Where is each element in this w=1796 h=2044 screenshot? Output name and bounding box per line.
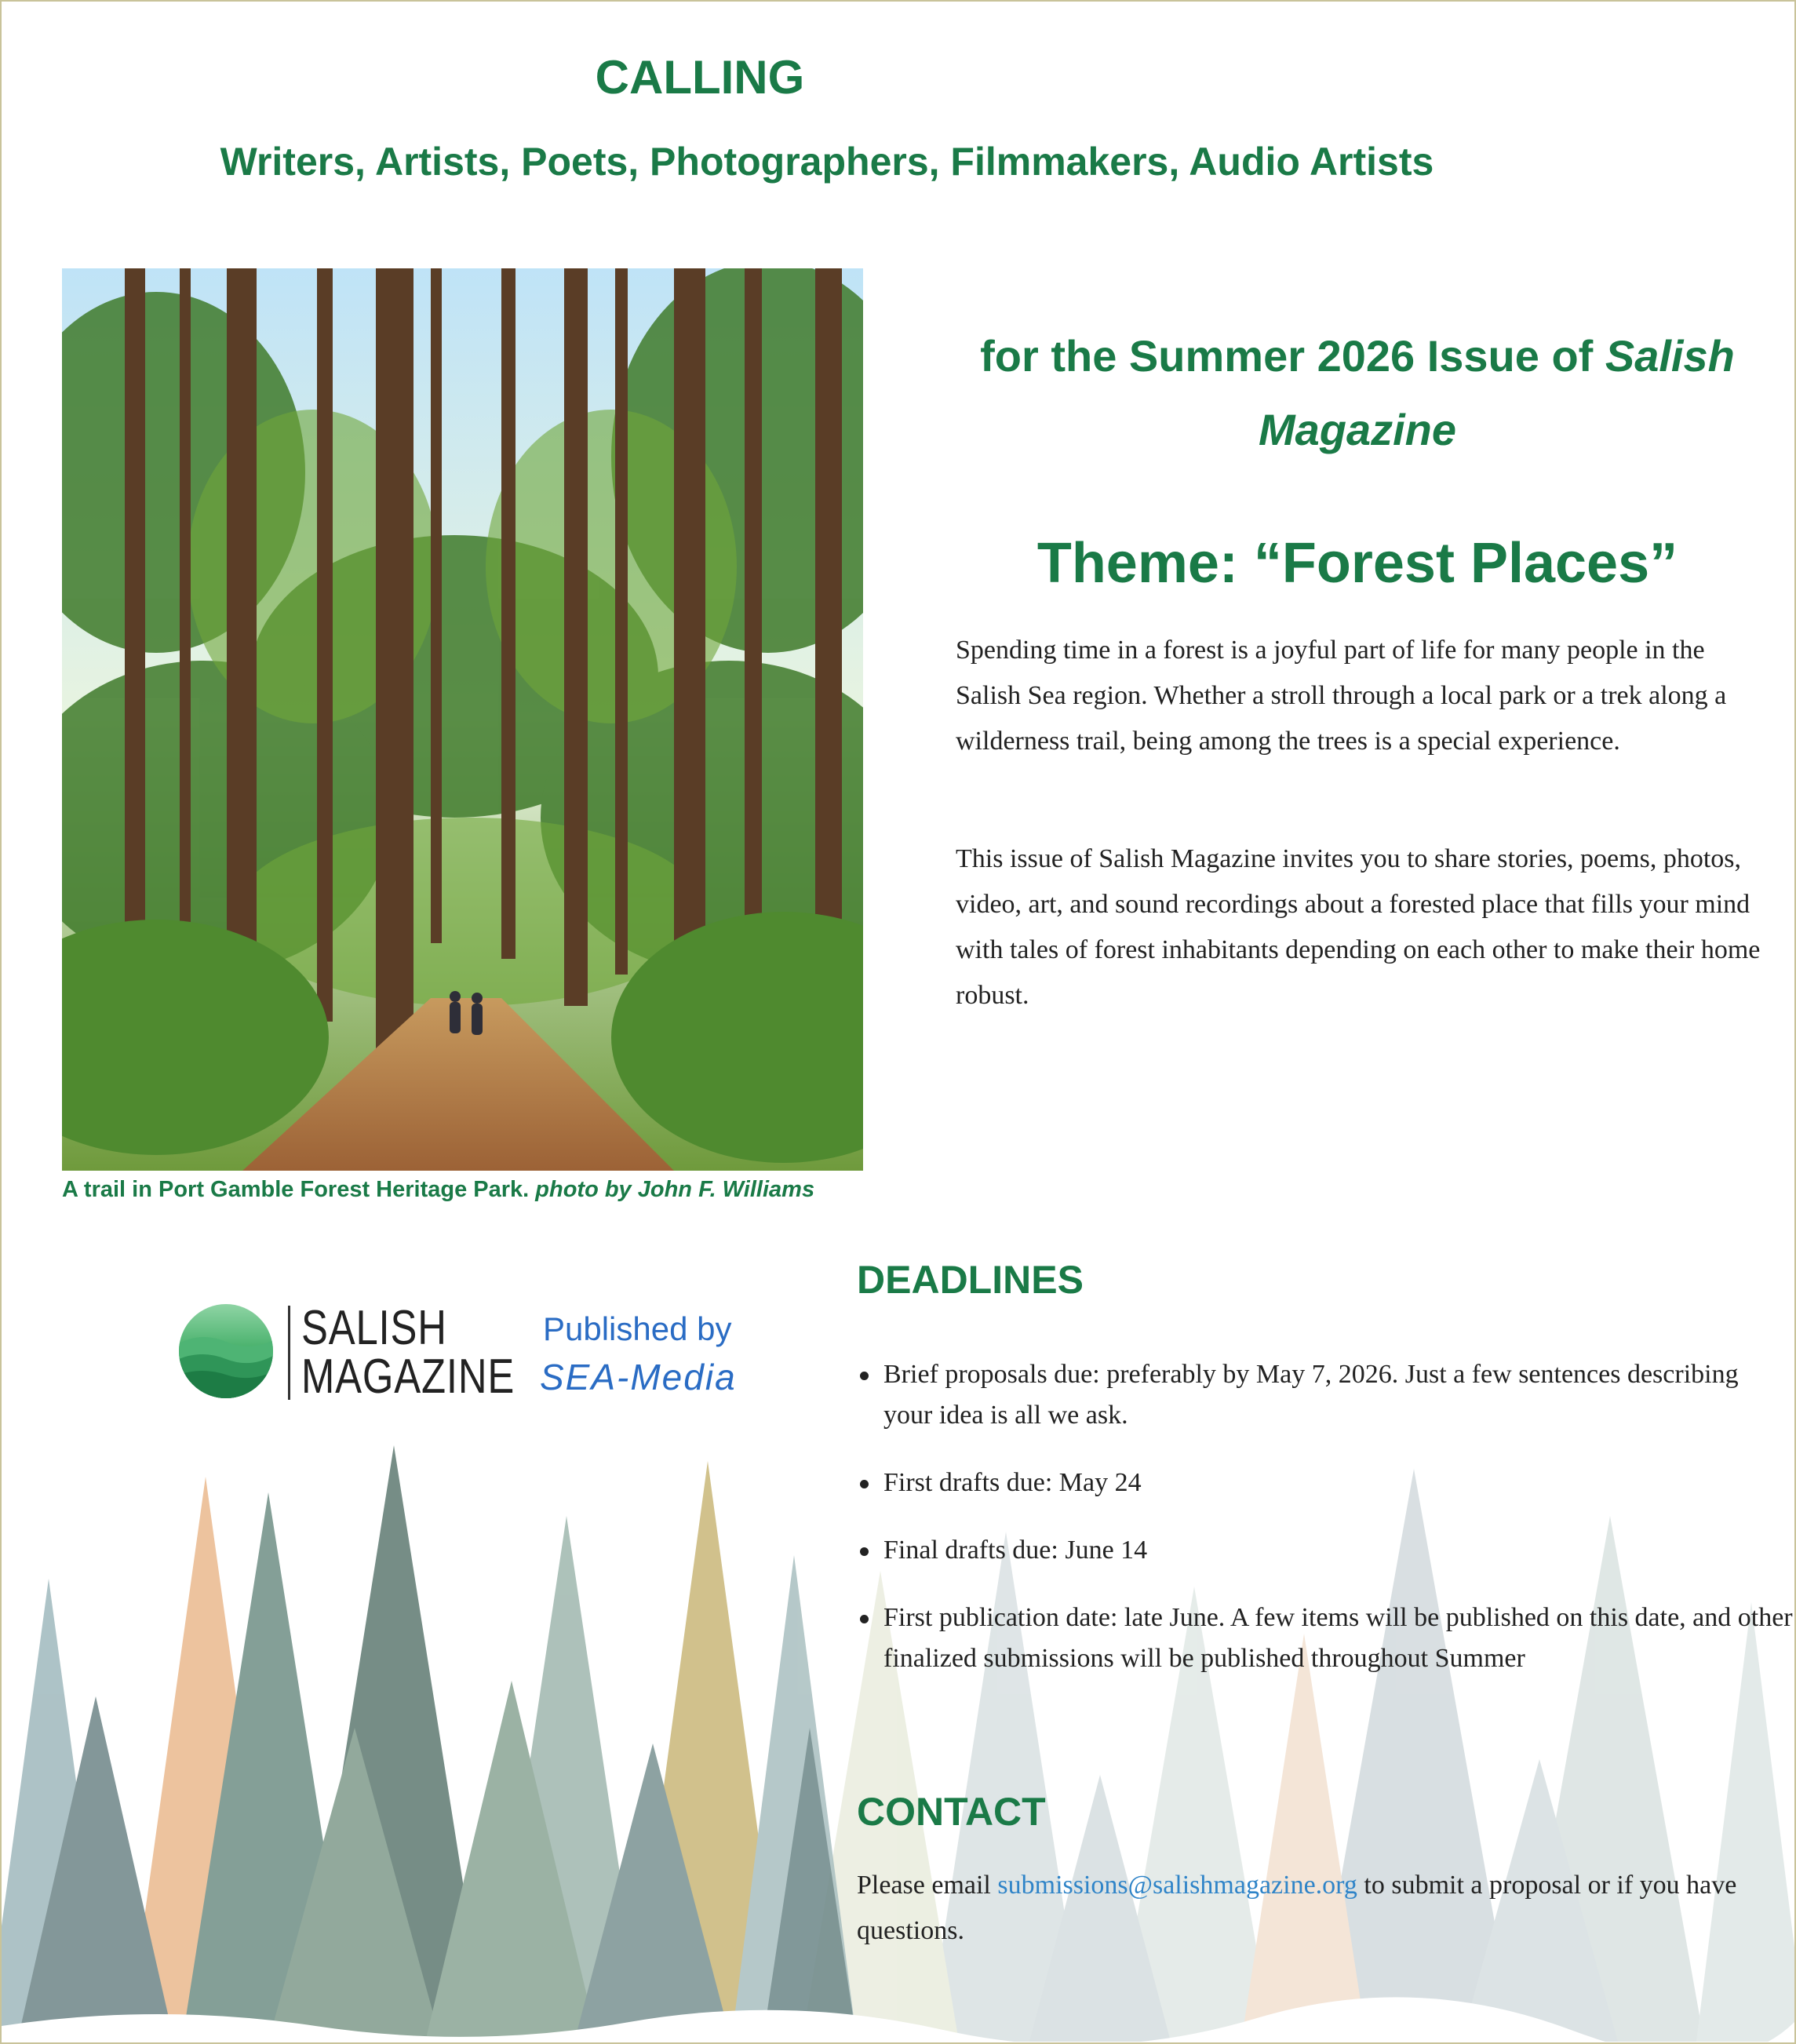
- contact-suffix: to submit a proposal or if you have questions.: [857, 1871, 1737, 1945]
- deadline-item-proposals: Brief proposals due: preferably by May 7, 2026. Just a few sentences describing your idea is all we ask.: [883, 1354, 1794, 1436]
- deadline-item-first-drafts: First drafts due: May 24: [883, 1463, 1794, 1503]
- contact-heading: CONTACT: [857, 1790, 1046, 1834]
- forest-trail-photo: [62, 268, 863, 1171]
- forest-trail-illustration: [62, 268, 863, 1171]
- caption-credit: photo by John F. Williams: [535, 1177, 815, 1202]
- intro-paragraph-1: [956, 628, 1772, 764]
- deadline-item-publication: First publication date: late June. A few items will be published on this date, and other finalized submissions will be published throughout Summer: [883, 1598, 1794, 1679]
- calling-heading: CALLING: [595, 51, 805, 104]
- intro-paragraph-1-text: Spending time in a forest is a joyful part of life for many people in the Salish Sea region. Whether a stroll through a local park or a trek along a wilderness trail, being among the trees is a special experience.: [956, 636, 1727, 756]
- issue-title-magazine-2: Magazine: [1258, 405, 1457, 454]
- issue-title-prefix: for the Summer 2026 Issue of: [980, 331, 1605, 381]
- caption-text: A trail in Port Gamble Forest Heritage Park.: [62, 1177, 536, 1202]
- deadlines-heading: DEADLINES: [857, 1258, 1084, 1302]
- contact-prefix: Please email: [857, 1871, 998, 1900]
- deadlines-list: [857, 1354, 1794, 1706]
- logo-word-salish: SALISH: [301, 1301, 447, 1355]
- photo-caption: [62, 1177, 814, 1203]
- intro-paragraph-2-text: This issue of Salish Magazine invites you to share stories, poems, photos, video, art, and sound recordings about a forested place that fills your mind with tales of forest inhabitants depending on each other to make their home robust.: [956, 844, 1761, 1010]
- submissions-email-link[interactable]: submissions@salishmagazine.org: [997, 1871, 1357, 1900]
- logo-divider: [288, 1306, 290, 1400]
- contact-text: [857, 1863, 1767, 1954]
- callees-subheading: Writers, Artists, Poets, Photographers, Filmmakers, Audio Artists: [220, 140, 1434, 184]
- published-by-label: Published by: [543, 1310, 732, 1347]
- issue-title-magazine-1: Salish: [1605, 331, 1735, 381]
- logo-word-magazine: MAGAZINE: [301, 1350, 515, 1404]
- intro-paragraph-2: [956, 836, 1772, 1018]
- salish-magazine-logo: [158, 1288, 770, 1414]
- issue-title: [927, 319, 1787, 467]
- logo-wordmark: [301, 1301, 515, 1404]
- sea-media-logo: SEA-Media: [540, 1357, 737, 1397]
- salish-hills-icon: [179, 1304, 273, 1398]
- deadline-item-final-drafts: Final drafts due: June 14: [883, 1530, 1794, 1571]
- theme-heading: Theme: “Forest Places”: [1036, 532, 1678, 595]
